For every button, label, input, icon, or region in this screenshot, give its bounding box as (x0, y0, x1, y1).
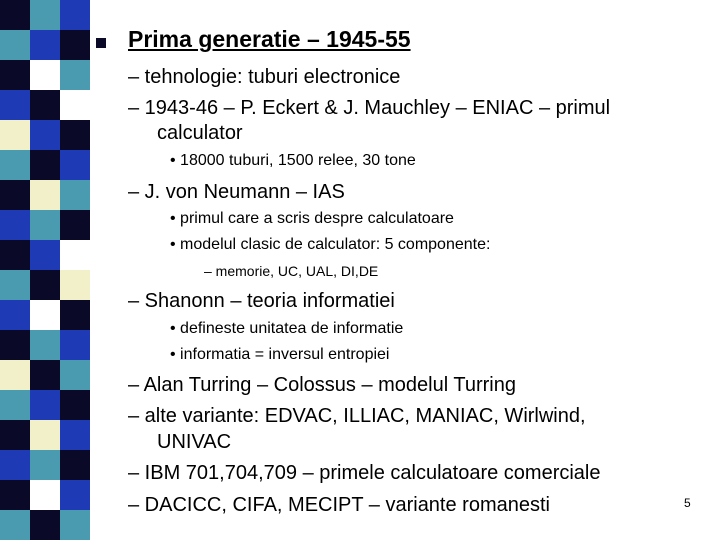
mosaic-tile (60, 240, 90, 270)
bullet-line: – J. von Neumann – IAS (128, 181, 345, 203)
bullet-line: – Alan Turring – Colossus – modelul Turring (128, 374, 516, 396)
mosaic-tile (60, 390, 90, 420)
mosaic-tile (60, 150, 90, 180)
mosaic-tile (30, 390, 60, 420)
mosaic-tile (30, 270, 60, 300)
mosaic-tile (30, 450, 60, 480)
mosaic-tile (60, 120, 90, 150)
mosaic-tile (60, 300, 90, 330)
mosaic-tile (30, 60, 60, 90)
mosaic-tile (60, 450, 90, 480)
mosaic-tile (30, 0, 60, 30)
mosaic-tile (60, 30, 90, 60)
sub-bullet-line: • defineste unitatea de informatie (170, 320, 404, 337)
mosaic-tile (0, 480, 30, 510)
mosaic-tile (60, 60, 90, 90)
mosaic-tile (60, 180, 90, 210)
mosaic-tile (0, 0, 30, 30)
mosaic-tile (0, 390, 30, 420)
mosaic-tile (30, 180, 60, 210)
mosaic-tile (60, 330, 90, 360)
mosaic-tile (30, 420, 60, 450)
sub-bullet-line: • 18000 tuburi, 1500 relee, 30 tone (170, 152, 416, 169)
mosaic-tile (0, 180, 30, 210)
bullet-line: – tehnologie: tuburi electronice (128, 66, 401, 88)
title-bullet (96, 38, 106, 48)
mosaic-tile (60, 0, 90, 30)
mosaic-tile (0, 420, 30, 450)
mosaic-tile (60, 210, 90, 240)
bullet-line-continuation: calculator (157, 122, 243, 144)
page-number: 5 (684, 496, 691, 510)
mosaic-tile (60, 510, 90, 540)
bullet-line: – Shanonn – teoria informatiei (128, 290, 395, 312)
mosaic-tile (30, 510, 60, 540)
mosaic-tile (0, 330, 30, 360)
mosaic-tile (0, 240, 30, 270)
mosaic-tile (0, 150, 30, 180)
mosaic-tile (0, 60, 30, 90)
mosaic-tile (60, 420, 90, 450)
mosaic-tile (0, 30, 30, 60)
mosaic-tile (30, 300, 60, 330)
mosaic-tile (30, 90, 60, 120)
bullet-line: – alte variante: EDVAC, ILLIAC, MANIAC, Wirlwind, (128, 405, 586, 427)
mosaic-tile (60, 90, 90, 120)
mosaic-tile (60, 270, 90, 300)
mosaic-tile (30, 210, 60, 240)
mosaic-tile (0, 90, 30, 120)
decorative-mosaic (0, 0, 90, 540)
mosaic-tile (30, 480, 60, 510)
mosaic-tile (60, 360, 90, 390)
mosaic-tile (0, 210, 30, 240)
mosaic-tile (0, 450, 30, 480)
bullet-line-continuation: UNIVAC (157, 431, 232, 453)
bullet-line: – 1943-46 – P. Eckert & J. Mauchley – ENIAC – primul (128, 97, 611, 119)
bullet-line: – DACICC, CIFA, MECIPT – variante romanesti (128, 494, 550, 516)
mosaic-tile (0, 120, 30, 150)
mosaic-tile (0, 510, 30, 540)
mosaic-tile (30, 330, 60, 360)
sub-bullet-line: • modelul clasic de calculator: 5 componente: (170, 236, 491, 253)
sub-bullet-line: • informatia = inversul entropiei (170, 346, 390, 363)
mosaic-tile (30, 360, 60, 390)
sub-bullet-line: • primul care a scris despre calculatoare (170, 210, 454, 227)
mosaic-tile (60, 480, 90, 510)
mosaic-tile (30, 150, 60, 180)
mosaic-tile (0, 360, 30, 390)
sub-sub-bullet-line: – memorie, UC, UAL, DI,DE (204, 263, 379, 279)
mosaic-tile (0, 270, 30, 300)
mosaic-tile (30, 240, 60, 270)
mosaic-tile (30, 30, 60, 60)
bullet-line: – IBM 701,704,709 – primele calculatoare comerciale (128, 462, 601, 484)
mosaic-tile (0, 300, 30, 330)
slide-title: Prima generatie – 1945-55 (128, 26, 411, 52)
mosaic-tile (30, 120, 60, 150)
